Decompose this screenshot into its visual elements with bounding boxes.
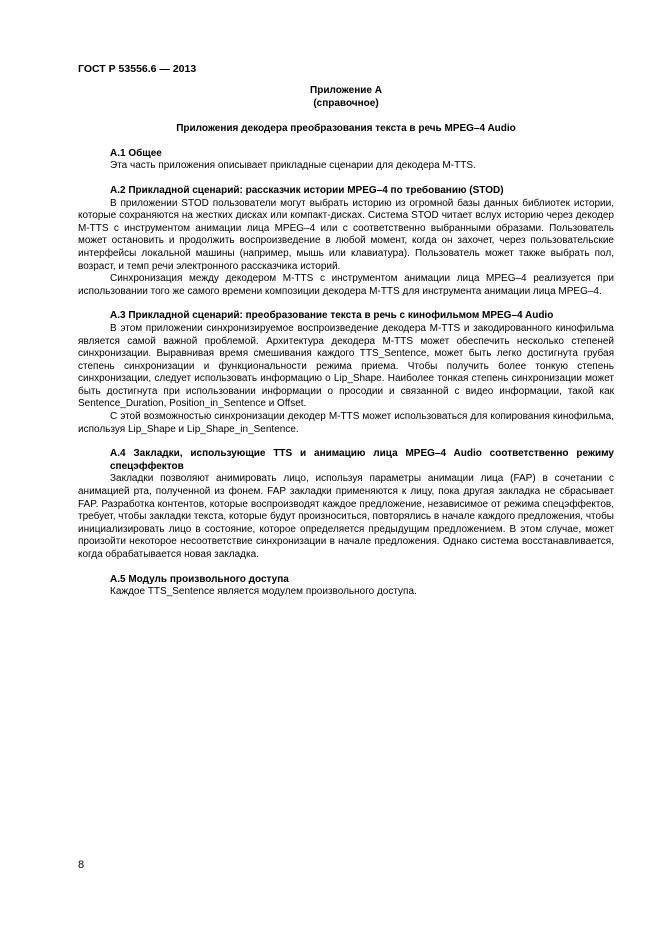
document-header: ГОСТ Р 53556.6 — 2013 (78, 63, 197, 75)
paragraph: С этой возможностью синхронизации декодер M-TTS может использоваться для копирования кинофильма, используя Lip_Shape и Lip_Shape_in_Sentence. (78, 411, 614, 435)
section-a3 (78, 310, 614, 436)
page-number: 8 (78, 859, 85, 871)
paragraph: В этом приложении синхронизируемое воспроизведение декодера M-TTS и закодированного кинофильма является самой важной проблемой. Архитектура декодера M-TTS может обеспечить несколько степеней синхронизации. Выравнивая время смешивания каждого TTS_Sentence, может быть легко достигнута грубая степень синхронизации и функциональности режима приема. Чтобы получить более тонкую степень синхронизации, следует использовать информацию о Lip_Shape. Наиболее тонкая степень синхронизации может быть достигнута при использовании информации о просодии и связанной с видео информации, такой как Sentence_Duration, Position_in_Sentence и Offset. (78, 322, 614, 410)
paragraph: Каждое TTS_Sentence является модулем произвольного доступа. (110, 586, 417, 598)
paragraph: Синхронизация между декодером M-TTS с инструментом анимации лица MPEG–4 реализуется при использовании того же самого времени композиции декодера M-TTS для инструмента анимации лица MPEG–4. (78, 273, 614, 297)
section-a2 (78, 185, 614, 298)
section-heading: А.4 Закладки, использующие TTS и анимацию лица MPEG–4 Audio соответственно режиму спецэффектов (110, 448, 614, 472)
section-heading: А.3 Прикладной сценарий: преобразование текста в речь с кинофильмом MPEG–4 Audio (110, 310, 554, 322)
section-heading: А.1 Общее (110, 147, 162, 159)
annex-subtitle: (справочное) (313, 97, 379, 109)
section-a1 (78, 148, 614, 173)
section-heading: А.2 Прикладной сценарий: рассказчик истории MPEG–4 по требованию (STOD) (110, 184, 504, 196)
annex-title: Приложение А (310, 85, 382, 96)
paragraph: Закладки позволяют анимировать лицо, используя параметры анимации лица (FAP) в сочетании с анимацией рта, полученной из фонем. FAP закладки применяются к лицу, пока другая закладка не сбрасывает FAP. Разработка контентов, которые воспроизводят каждое предложение, независимое от режима спецэффектов, требует, чтобы закладки текста, которые будут произноситься, повторялись в начале каждого предложения, чтобы инициализировать лицо в состояние, которое определяется предыдущим предложением. В этом случае, может произойти некоторое несоответствие синхронизации в начале предложения. Однако система восстанавливается, когда обрабатывается новая закладка. (78, 473, 614, 560)
page-content (78, 85, 614, 599)
paragraph: Эта часть приложения описывает прикладные сценарии для декодера M-TTS. (110, 160, 476, 172)
section-heading: А.5 Модуль произвольного доступа (110, 573, 289, 585)
section-a4 (78, 448, 614, 561)
annex-main-title: Приложения декодера преобразования текста в речь MPEG–4 Audio (176, 123, 516, 135)
section-a5 (78, 574, 614, 599)
paragraph: В приложении STOD пользователи могут выбрать историю из огромной базы данных библиотек истории, которые сохраняются на жестких дисках или компакт-дисках. Система STOD читает вслух историю через декодер M-TTS с инструментом анимации лица MPEG–4 или с соответственно выбранными образами. Пользователь может остановить и продолжить воспроизведение в любой момент, когда он захочет, через пользовательские интерфейсы локальной машины (например, мышь или клавиатура). Пользователь может также выбрать пол, возраст, и темп речи электронного рассказчика историй. (78, 197, 614, 272)
